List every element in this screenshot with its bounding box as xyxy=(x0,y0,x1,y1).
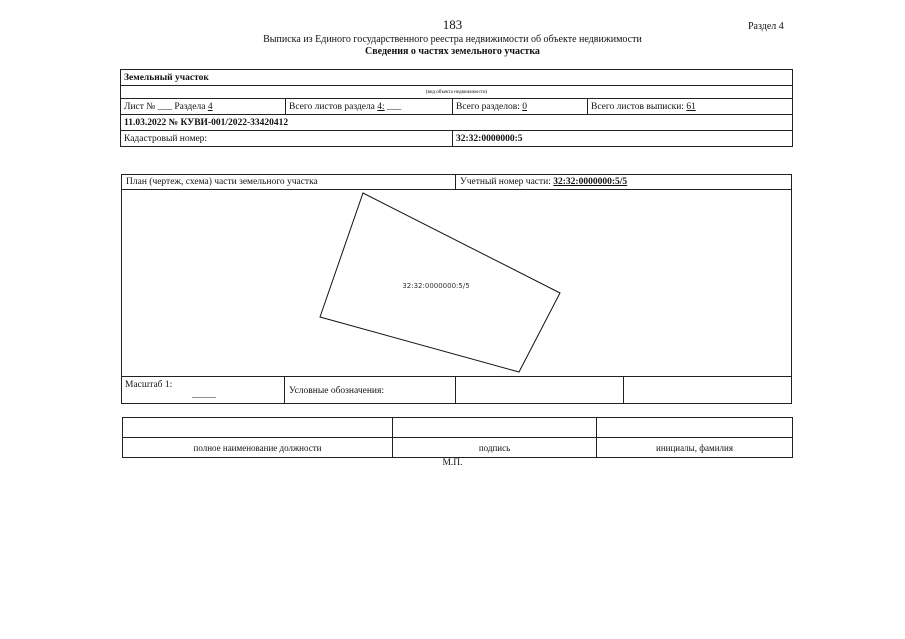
name-field xyxy=(597,418,793,438)
page-number: 183 xyxy=(442,17,463,32)
cadastral-value: 32:32:0000000:5 xyxy=(453,131,793,147)
plan-heading: План (чертеж, схема) части земельного участка xyxy=(122,175,456,190)
plan-block xyxy=(121,174,792,404)
total-sections-cell xyxy=(453,99,588,115)
section-prefix: Раздела xyxy=(174,101,206,112)
scale-cell xyxy=(122,377,285,404)
total-sheets-section-label: Всего листов раздела xyxy=(289,101,375,112)
document-title: Выписка из Единого государственного реестра недвижимости об объекте недвижимости xyxy=(263,34,642,45)
plan-drawing-area xyxy=(122,190,791,376)
stamp-label: М.П. xyxy=(442,458,463,468)
legend-blank-cell-1 xyxy=(456,377,624,404)
total-sections-label: Всего разделов: xyxy=(456,101,520,112)
position-field xyxy=(123,418,393,438)
date-number: 11.03.2022 № КУВИ-001/2022-33420412 xyxy=(121,115,793,131)
signature-caption: подпись xyxy=(393,438,597,458)
signature-field xyxy=(393,418,597,438)
total-sections-value: 0 xyxy=(522,101,528,112)
parcel-label: 32:32:0000000:5/5 xyxy=(402,282,470,290)
account-label: Учетный номер части: xyxy=(460,177,551,187)
object-type-caption: (вид объекта недвижимости) xyxy=(121,86,793,99)
scale-blank: _____ xyxy=(192,390,216,400)
account-value: 32:32:0000000:5/5 xyxy=(553,177,628,187)
parcel-drawing xyxy=(122,190,791,376)
legend-cell xyxy=(285,377,456,404)
scale-label: Масштаб 1: xyxy=(125,380,173,390)
object-type: Земельный участок xyxy=(121,70,793,86)
sheet-number-cell xyxy=(121,99,286,115)
legend-blank-cell-2 xyxy=(624,377,791,404)
position-caption: полное наименование должности xyxy=(123,438,393,458)
signature-table xyxy=(122,417,793,458)
total-sheets-extract-label: Всего листов выписки: xyxy=(591,101,684,112)
section-value: 4 xyxy=(207,101,213,112)
sheet-prefix: Лист № xyxy=(124,101,156,112)
section-label: Раздел 4 xyxy=(748,21,784,32)
sheet-blank: ___ xyxy=(157,101,172,112)
name-caption: инициалы, фамилия xyxy=(597,438,793,458)
total-sheets-section-cell xyxy=(286,99,453,115)
total-sheets-extract-cell xyxy=(588,99,793,115)
legend-label: Условные обозначения: xyxy=(289,386,385,396)
account-number-cell xyxy=(456,175,791,190)
cadastral-label: Кадастровый номер: xyxy=(121,131,453,147)
total-sheets-section-value: 4: xyxy=(377,101,385,112)
plan-footer xyxy=(122,376,791,404)
total-sheets-section-blank: ___ xyxy=(387,101,402,112)
document-subtitle: Сведения о частях земельного участка xyxy=(365,46,540,57)
object-info-table xyxy=(120,69,793,147)
total-sheets-extract-value: 61 xyxy=(686,101,696,112)
